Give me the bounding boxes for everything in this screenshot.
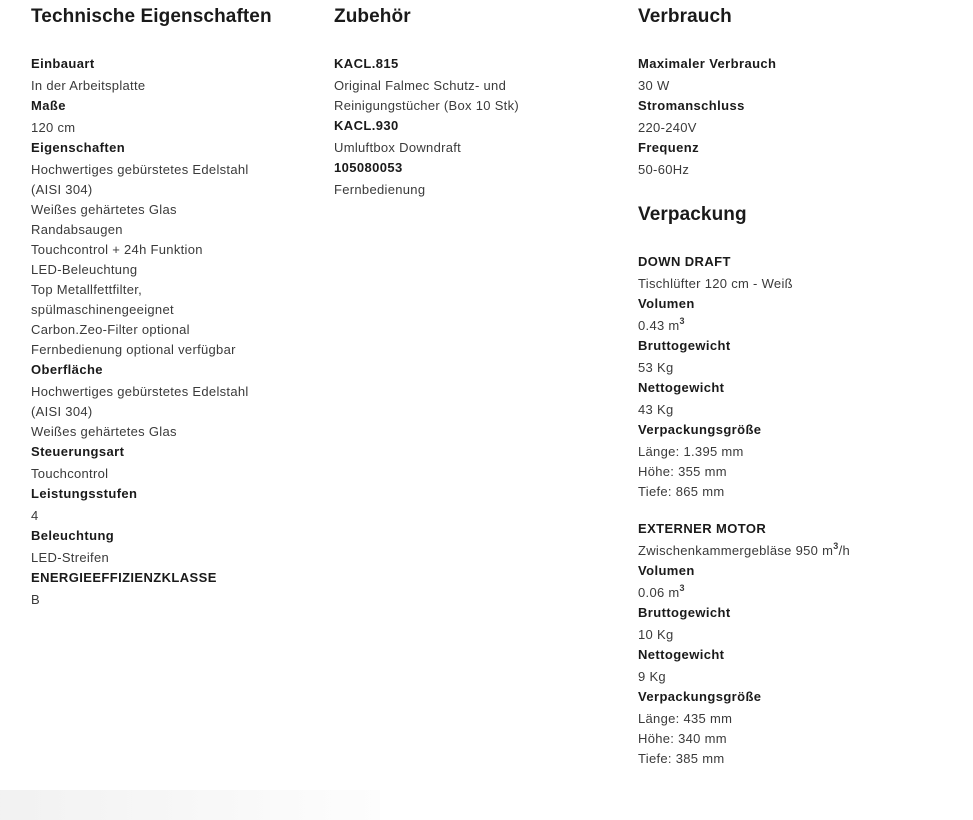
control-type-value: Touchcontrol: [31, 466, 109, 481]
volume-value: 0.06 $m^3$: [638, 582, 685, 600]
accessories-column: [334, 0, 624, 200]
accessory-description: Original Falmec Schutz- und: [334, 78, 507, 93]
surface-label: Oberfläche: [31, 362, 103, 377]
accessory-description: Umluftbox Downdraft: [334, 140, 462, 155]
package-title: EXTERNER MOTOR: [638, 521, 767, 536]
volume-label: Volumen: [638, 563, 695, 578]
packaging-down-draft: [638, 252, 968, 502]
power-supply-label: Stromanschluss: [638, 98, 745, 113]
package-height: Höhe: 340 mm: [638, 731, 727, 746]
gross-weight-value: 53 Kg: [638, 360, 674, 375]
technical-properties-column: [31, 0, 321, 610]
features-line: Carbon.Zeo-Filter optional: [31, 322, 190, 337]
package-size-label: Verpackungsgröße: [638, 689, 762, 704]
package-description: Tischlüfter 120 cm - Weiß: [638, 276, 793, 291]
features-line: Randabsaugen: [31, 222, 123, 237]
power-supply-value: 220-240V: [638, 120, 697, 135]
features-line: Hochwertiges gebürstetes Edelstahl: [31, 162, 249, 177]
features-line: (AISI 304): [31, 182, 93, 197]
installation-type-label: Einbauart: [31, 56, 95, 71]
technical-properties-list: [31, 54, 321, 610]
package-depth: Tiefe: 865 mm: [638, 484, 725, 499]
net-weight-label: Nettogewicht: [638, 380, 725, 395]
technical-properties-heading: Technische Eigenschaften: [31, 6, 272, 27]
gross-weight-label: Bruttogewicht: [638, 605, 731, 620]
energy-class-value: B: [31, 592, 40, 607]
net-weight-label: Nettogewicht: [638, 647, 725, 662]
energy-class-label: ENERGIEEFFIZIENZKLASSE: [31, 570, 217, 585]
accessory-description: Reinigungstücher (Box 10 Stk): [334, 98, 520, 113]
package-title: DOWN DRAFT: [638, 254, 731, 269]
installation-type-value: In der Arbeitsplatte: [31, 78, 146, 93]
lighting-value: LED-Streifen: [31, 550, 110, 565]
dimensions-value: 120 cm: [31, 120, 76, 135]
power-levels-value: 4: [31, 508, 39, 523]
features-line: Fernbedienung optional verfügbar: [31, 342, 236, 357]
frequency-value: 50-60Hz: [638, 162, 690, 177]
features-line: LED-Beleuchtung: [31, 262, 138, 277]
features-label: Eigenschaften: [31, 140, 126, 155]
features-line: Touchcontrol + 24h Funktion: [31, 242, 203, 257]
surface-line: (AISI 304): [31, 404, 93, 419]
package-size-label: Verpackungsgröße: [638, 422, 762, 437]
power-levels-label: Leistungsstufen: [31, 486, 138, 501]
gross-weight-label: Bruttogewicht: [638, 338, 731, 353]
control-type-label: Steuerungsart: [31, 444, 125, 459]
max-consumption-label: Maximaler Verbrauch: [638, 56, 777, 71]
accessory-description: Fernbedienung: [334, 182, 426, 197]
consumption-heading: Verbrauch: [638, 6, 732, 27]
accessories-heading: Zubehör: [334, 6, 411, 27]
gross-weight-value: 10 Kg: [638, 627, 674, 642]
volume-value: 0.43 $m^3$: [638, 315, 685, 333]
package-length: Länge: 435 mm: [638, 711, 733, 726]
lighting-label: Beleuchtung: [31, 528, 115, 543]
volume-label: Volumen: [638, 296, 695, 311]
surface-line: Hochwertiges gebürstetes Edelstahl: [31, 384, 249, 399]
frequency-label: Frequenz: [638, 140, 699, 155]
bottom-fade-overlay: [0, 790, 380, 820]
accessory-code: KACL.930: [334, 118, 399, 133]
net-weight-value: 9 Kg: [638, 669, 666, 684]
consumption-column: [638, 0, 968, 769]
features-line: Weißes gehärtetes Glas: [31, 202, 177, 217]
features-line: Top Metallfettfilter,: [31, 282, 143, 297]
packaging-external-motor: [638, 519, 968, 769]
accessory-code: 105080053: [334, 160, 403, 175]
package-length: Länge: 1.395 mm: [638, 444, 744, 459]
package-depth: Tiefe: 385 mm: [638, 751, 725, 766]
package-height: Höhe: 355 mm: [638, 464, 727, 479]
dimensions-label: Maße: [31, 98, 66, 113]
features-line: spülmaschinengeeignet: [31, 302, 174, 317]
consumption-list: [638, 54, 968, 180]
accessories-list: [334, 54, 624, 200]
surface-line: Weißes gehärtetes Glas: [31, 424, 177, 439]
max-consumption-value: 30 W: [638, 78, 670, 93]
accessory-code: KACL.815: [334, 56, 399, 71]
packaging-heading: Verpackung: [638, 204, 747, 225]
package-description: Zwischenkammergebläse 950 $m^3/h$: [638, 540, 851, 558]
net-weight-value: 43 Kg: [638, 402, 674, 417]
